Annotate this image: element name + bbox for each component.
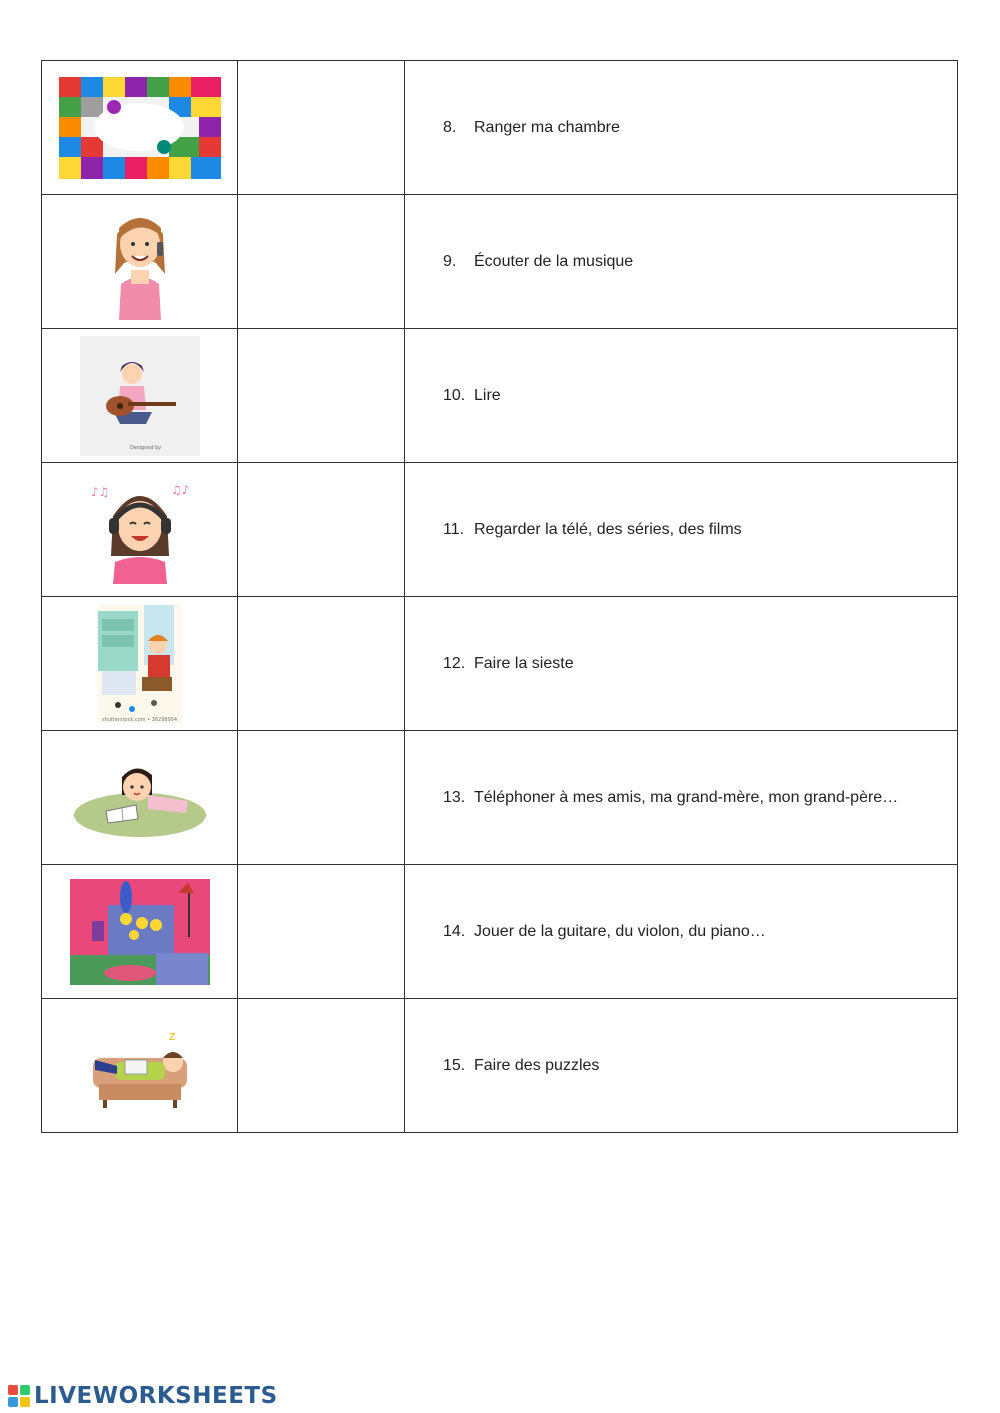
svg-text:♪♫: ♪♫ — [90, 484, 109, 499]
family-watching-tv-image — [70, 879, 210, 985]
answer-cell[interactable] — [238, 61, 405, 195]
item-number: 15. — [443, 1056, 466, 1074]
image-cell — [42, 999, 238, 1133]
item-number: 8. — [443, 118, 457, 136]
table-row — [42, 731, 958, 865]
activity-cell — [405, 463, 958, 597]
table-row — [42, 999, 958, 1133]
image-cell — [42, 61, 238, 195]
activity-cell — [405, 865, 958, 999]
item-number: 14. — [443, 922, 466, 940]
activity-cell — [405, 731, 958, 865]
activity-label: Regarder la télé, des séries, des films — [474, 520, 742, 538]
answer-cell[interactable] — [238, 731, 405, 865]
answer-cell[interactable] — [238, 195, 405, 329]
answer-cell[interactable] — [238, 463, 405, 597]
girl-playing-guitar-image — [80, 336, 200, 456]
activity-cell — [405, 999, 958, 1133]
activity-cell — [405, 61, 958, 195]
table-row — [42, 61, 958, 195]
item-number: 12. — [443, 654, 466, 672]
girl-reading-book-image — [70, 753, 210, 843]
brand-name: LIVEWORKSHEETS — [34, 1383, 278, 1409]
girl-with-headphones-image — [85, 476, 195, 584]
activity-label: Jouer de la guitare, du violon, du piano… — [474, 922, 766, 940]
svg-text:z: z — [168, 1028, 175, 1043]
svg-text:Designed by: Designed by — [129, 444, 161, 451]
boy-tidying-room-image — [98, 605, 182, 723]
activity-label: Ranger ma chambre — [474, 118, 620, 136]
table-row — [42, 865, 958, 999]
image-cell — [42, 597, 238, 731]
activity-cell — [405, 195, 958, 329]
svg-text:shutterstock.com • 36298954: shutterstock.com • 36298954 — [101, 716, 177, 723]
activity-label: Téléphoner à mes amis, ma grand-mère, mon grand-père… — [474, 788, 899, 806]
table-row — [42, 195, 958, 329]
image-cell — [42, 195, 238, 329]
liveworksheets-logo-icon — [8, 1385, 30, 1407]
jigsaw-puzzle-image — [59, 77, 221, 179]
answer-cell[interactable] — [238, 999, 405, 1133]
item-number: 11. — [443, 520, 465, 538]
table-row — [42, 463, 958, 597]
image-cell — [42, 731, 238, 865]
man-napping-on-sofa-image — [85, 1016, 195, 1116]
image-cell — [42, 463, 238, 597]
activity-cell — [405, 329, 958, 463]
item-number: 9. — [443, 252, 457, 270]
activity-label: Faire la sieste — [474, 654, 574, 672]
girl-on-phone-image — [95, 204, 185, 320]
table-row — [42, 597, 958, 731]
image-cell — [42, 865, 238, 999]
table-row — [42, 329, 958, 463]
activity-label: Écouter de la musique — [474, 252, 634, 270]
answer-cell[interactable] — [238, 597, 405, 731]
svg-text:♫♪: ♫♪ — [170, 482, 189, 497]
answer-cell[interactable] — [238, 329, 405, 463]
activity-label: Faire des puzzles — [474, 1056, 600, 1074]
item-number: 10. — [443, 386, 466, 404]
footer-logo[interactable] — [8, 1381, 278, 1411]
activity-cell — [405, 597, 958, 731]
activity-label: Lire — [474, 386, 501, 404]
answer-cell[interactable] — [238, 865, 405, 999]
image-cell — [42, 329, 238, 463]
item-number: 13. — [443, 788, 466, 806]
matching-table — [41, 60, 958, 1133]
